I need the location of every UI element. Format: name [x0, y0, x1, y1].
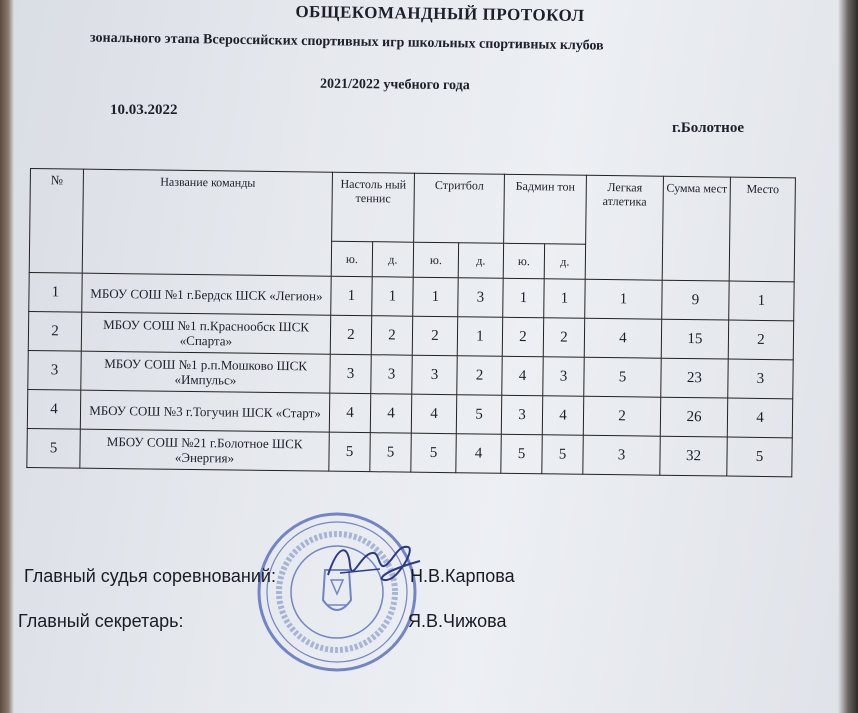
secretary-label: Главный секретарь:	[18, 611, 184, 631]
background-edge-right	[838, 0, 858, 713]
subheader-boys: ю.	[503, 243, 544, 278]
header-place: Место	[729, 177, 795, 282]
badminton-boys: 2	[502, 317, 543, 356]
subheader-boys: ю.	[413, 242, 458, 278]
row-num: 3	[28, 350, 81, 390]
streetball-girls: 2	[457, 356, 502, 396]
streetball-boys: 4	[411, 394, 456, 434]
document-subtitle: зонального этапа Всероссийских спортивных игр школьных спортивных клубов	[89, 30, 604, 54]
header-tennis: Настоль ный теннис	[332, 172, 415, 242]
row-num: 2	[28, 311, 81, 351]
badminton-girls: 5	[542, 435, 583, 474]
sum-places: 32	[660, 436, 727, 476]
subheader-girls: д.	[458, 243, 503, 279]
tennis-boys: 5	[329, 432, 370, 471]
document-title: ОБЩЕКОМАНДНЫЙ ПРОТОКОЛ	[295, 1, 585, 26]
athletics: 1	[585, 279, 662, 319]
header-sum: Сумма мест	[662, 176, 730, 281]
header-badminton: Бадмин тон	[504, 174, 587, 244]
streetball-boys: 5	[411, 433, 456, 473]
judge-name: Н.В.Карпова	[410, 566, 515, 586]
tennis-boys: 3	[330, 354, 371, 393]
streetball-girls: 4	[456, 434, 501, 474]
tennis-girls: 5	[370, 433, 411, 472]
place: 3	[728, 359, 793, 399]
subheader-girls: д.	[544, 244, 585, 279]
sum-places: 9	[662, 280, 729, 320]
tennis-boys: 1	[331, 276, 372, 315]
athletics: 2	[583, 396, 660, 436]
streetball-girls: 3	[458, 278, 503, 318]
sum-places: 26	[660, 397, 727, 437]
tennis-girls: 1	[372, 277, 413, 316]
streetball-girls: 1	[457, 317, 502, 357]
document-date: 10.03.2022	[110, 102, 178, 118]
streetball-boys: 3	[412, 355, 457, 395]
row-num: 5	[27, 428, 80, 468]
table-row	[27, 428, 792, 476]
badminton-girls: 4	[542, 396, 583, 435]
row-num: 1	[29, 272, 82, 312]
row-num: 4	[27, 389, 80, 429]
athletics: 4	[584, 318, 661, 358]
badminton-boys: 3	[501, 395, 542, 434]
sum-places: 23	[661, 358, 728, 398]
results-table	[26, 168, 796, 477]
athletics: 3	[583, 435, 660, 475]
streetball-boys: 1	[413, 277, 458, 317]
team-name: МБОУ СОШ №21 г.Болотное ШСК «Энергия»	[80, 429, 329, 471]
place: 5	[727, 437, 792, 477]
team-name: МБОУ СОШ №3 г.Тогучин ШСК «Старт»	[80, 390, 329, 432]
document-city: г.Болотное	[672, 120, 744, 136]
place: 1	[729, 281, 794, 321]
subheader-boys: ю.	[331, 241, 372, 276]
place: 4	[727, 398, 792, 438]
team-name: МБОУ СОШ №1 р.п.Мошково ШСК «Импульс»	[81, 351, 330, 393]
subheader-girls: д.	[372, 242, 413, 277]
badminton-girls: 3	[543, 357, 584, 396]
streetball-boys: 2	[412, 316, 457, 356]
badminton-girls: 2	[543, 318, 584, 357]
header-team-name: Название команды	[82, 169, 332, 276]
tennis-boys: 2	[330, 315, 371, 354]
streetball-girls: 5	[456, 395, 501, 435]
tennis-girls: 3	[371, 355, 412, 394]
place: 2	[728, 320, 793, 360]
badminton-boys: 1	[503, 278, 544, 317]
tennis-boys: 4	[329, 393, 370, 432]
school-year: 2021/2022 учебного года	[319, 76, 470, 94]
header-athletics: Легкая атлетика	[585, 175, 663, 280]
tennis-girls: 4	[370, 394, 411, 433]
sum-places: 15	[661, 319, 728, 359]
results-table-wrapper	[26, 168, 796, 477]
judge-label: Главный судья соревнований:	[24, 566, 276, 586]
badminton-boys: 4	[502, 356, 543, 395]
background-edge-left	[0, 0, 14, 713]
team-name: МБОУ СОШ №1 п.Краснообск ШСК «Спарта»	[81, 312, 330, 354]
header-num: №	[29, 169, 83, 274]
header-streetball: Стритбол	[414, 173, 505, 243]
secretary-name: Я.В.Чижова	[408, 611, 507, 631]
table-header-row	[30, 169, 796, 247]
badminton-boys: 5	[501, 434, 542, 473]
team-name: МБОУ СОШ №1 г.Бердск ШСК «Легион»	[82, 273, 331, 315]
badminton-girls: 1	[544, 279, 585, 318]
tennis-girls: 2	[371, 316, 412, 355]
athletics: 5	[584, 357, 661, 397]
